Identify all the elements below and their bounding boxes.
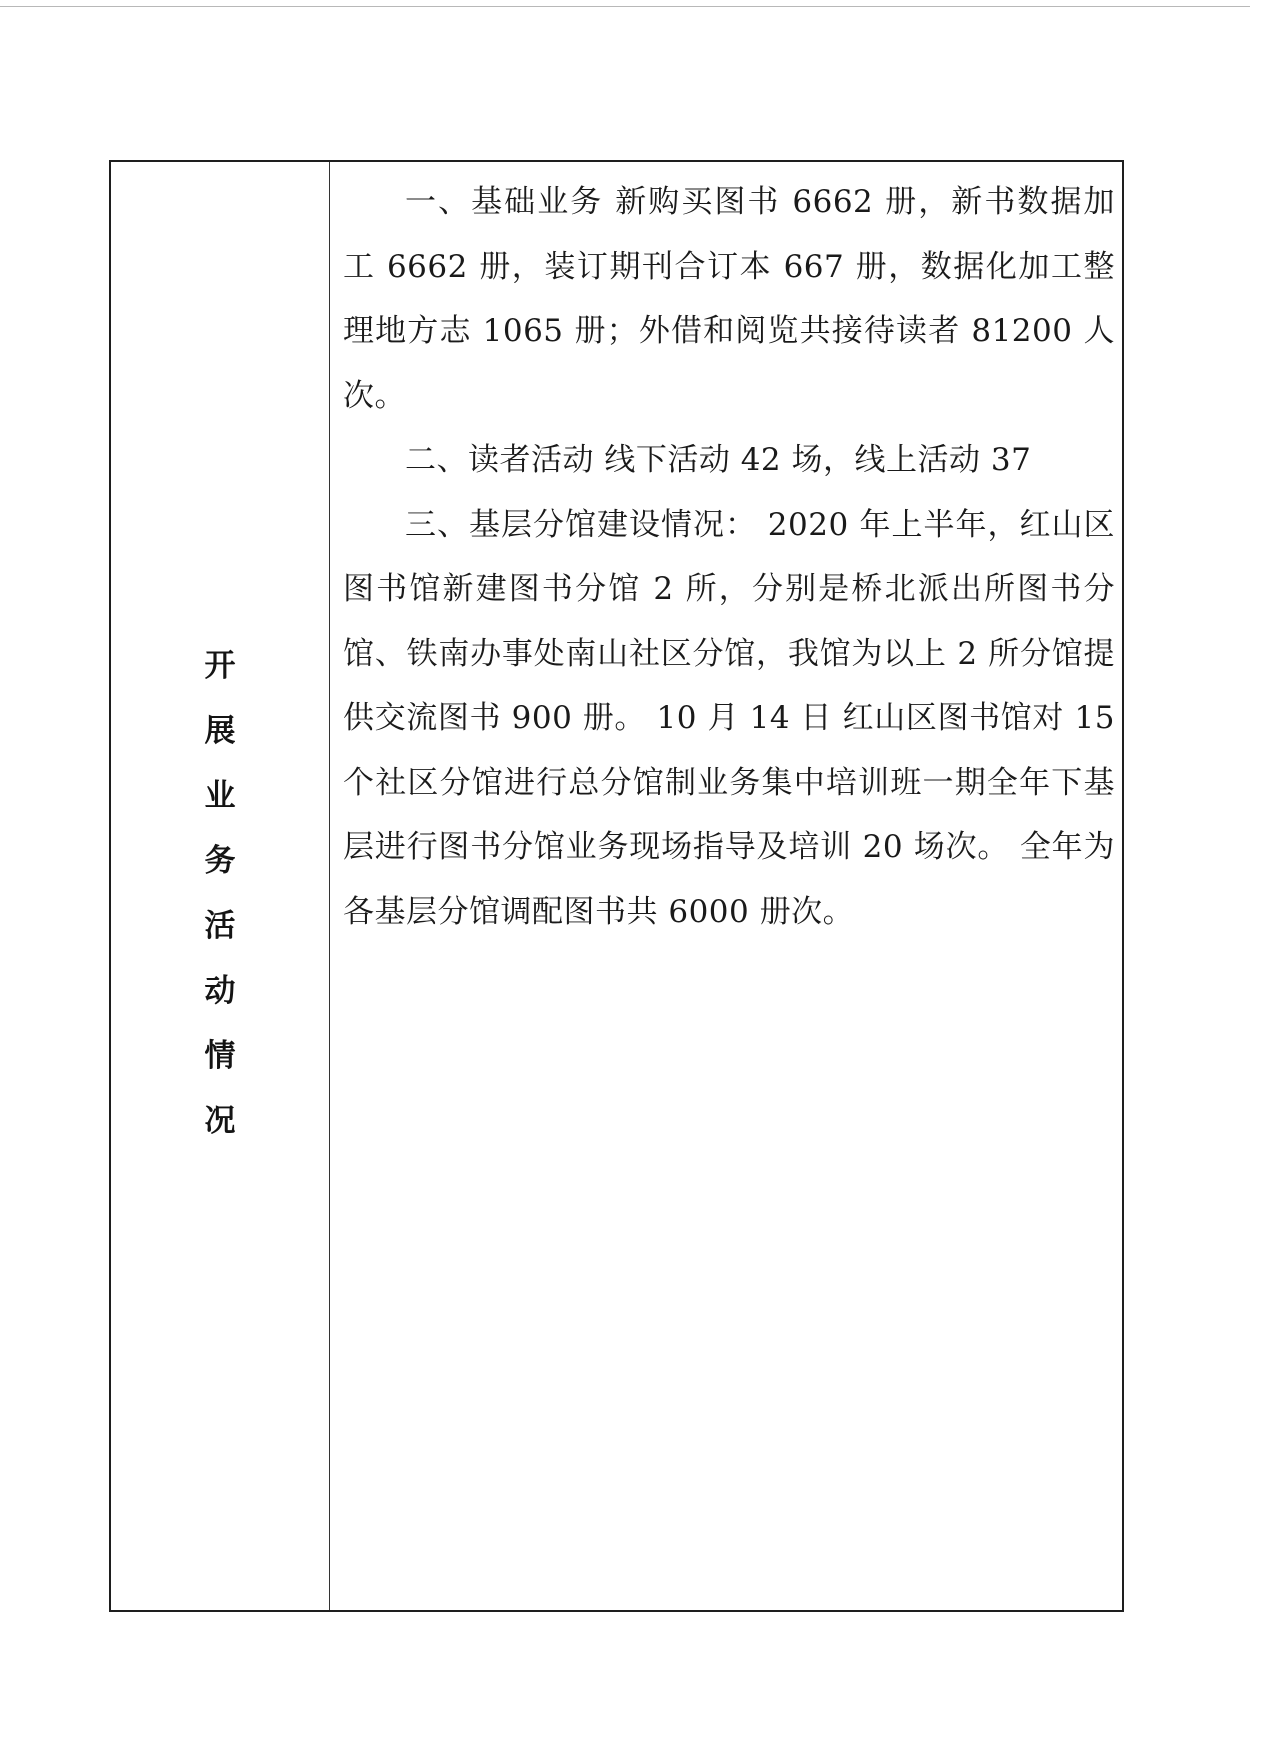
row-label-char: 活 <box>204 908 236 944</box>
row-label-char: 况 <box>204 1103 236 1139</box>
row-label-char: 务 <box>204 843 236 879</box>
activity-table <box>109 160 1124 1612</box>
row-label-char: 展 <box>204 713 236 749</box>
content-cell <box>343 170 1115 944</box>
row-label-char: 业 <box>204 778 236 814</box>
row-label-char: 动 <box>204 973 236 1009</box>
row-label-char: 开 <box>204 648 236 684</box>
paragraph-basic-services: 一、基础业务 新购买图书 6662 册，新书数据加工 6662 册，装订期刊合订本 667 册，数据化加工整理地方志 1065 册；外借和阅览共接待读者 81200 人次。 <box>343 184 1115 414</box>
label-cell <box>111 162 330 1610</box>
row-label <box>111 634 329 1154</box>
row-label-char: 情 <box>204 1038 236 1074</box>
scan-edge-line <box>0 6 1250 7</box>
paragraph-branch-construction: 三、基层分馆建设情况： 2020 年上半年，红山区图书馆新建图书分馆 2 所，分别是桥北派出所图书分馆、铁南办事处南山社区分馆，我馆为以上 2 所分馆提供交流图书 900 册。 10 月 14 日 红山区图书馆对 15 个社区分馆进行总分馆制业务集中培训班一期全年下基层进行图书分馆业务现场指导及培训 20 场次。 全年为各基层分馆调配图书共 6000 册次。 <box>343 506 1115 930</box>
paragraph-reader-activities: 二、读者活动 线下活动 42 场，线上活动 37 <box>405 442 1032 478</box>
